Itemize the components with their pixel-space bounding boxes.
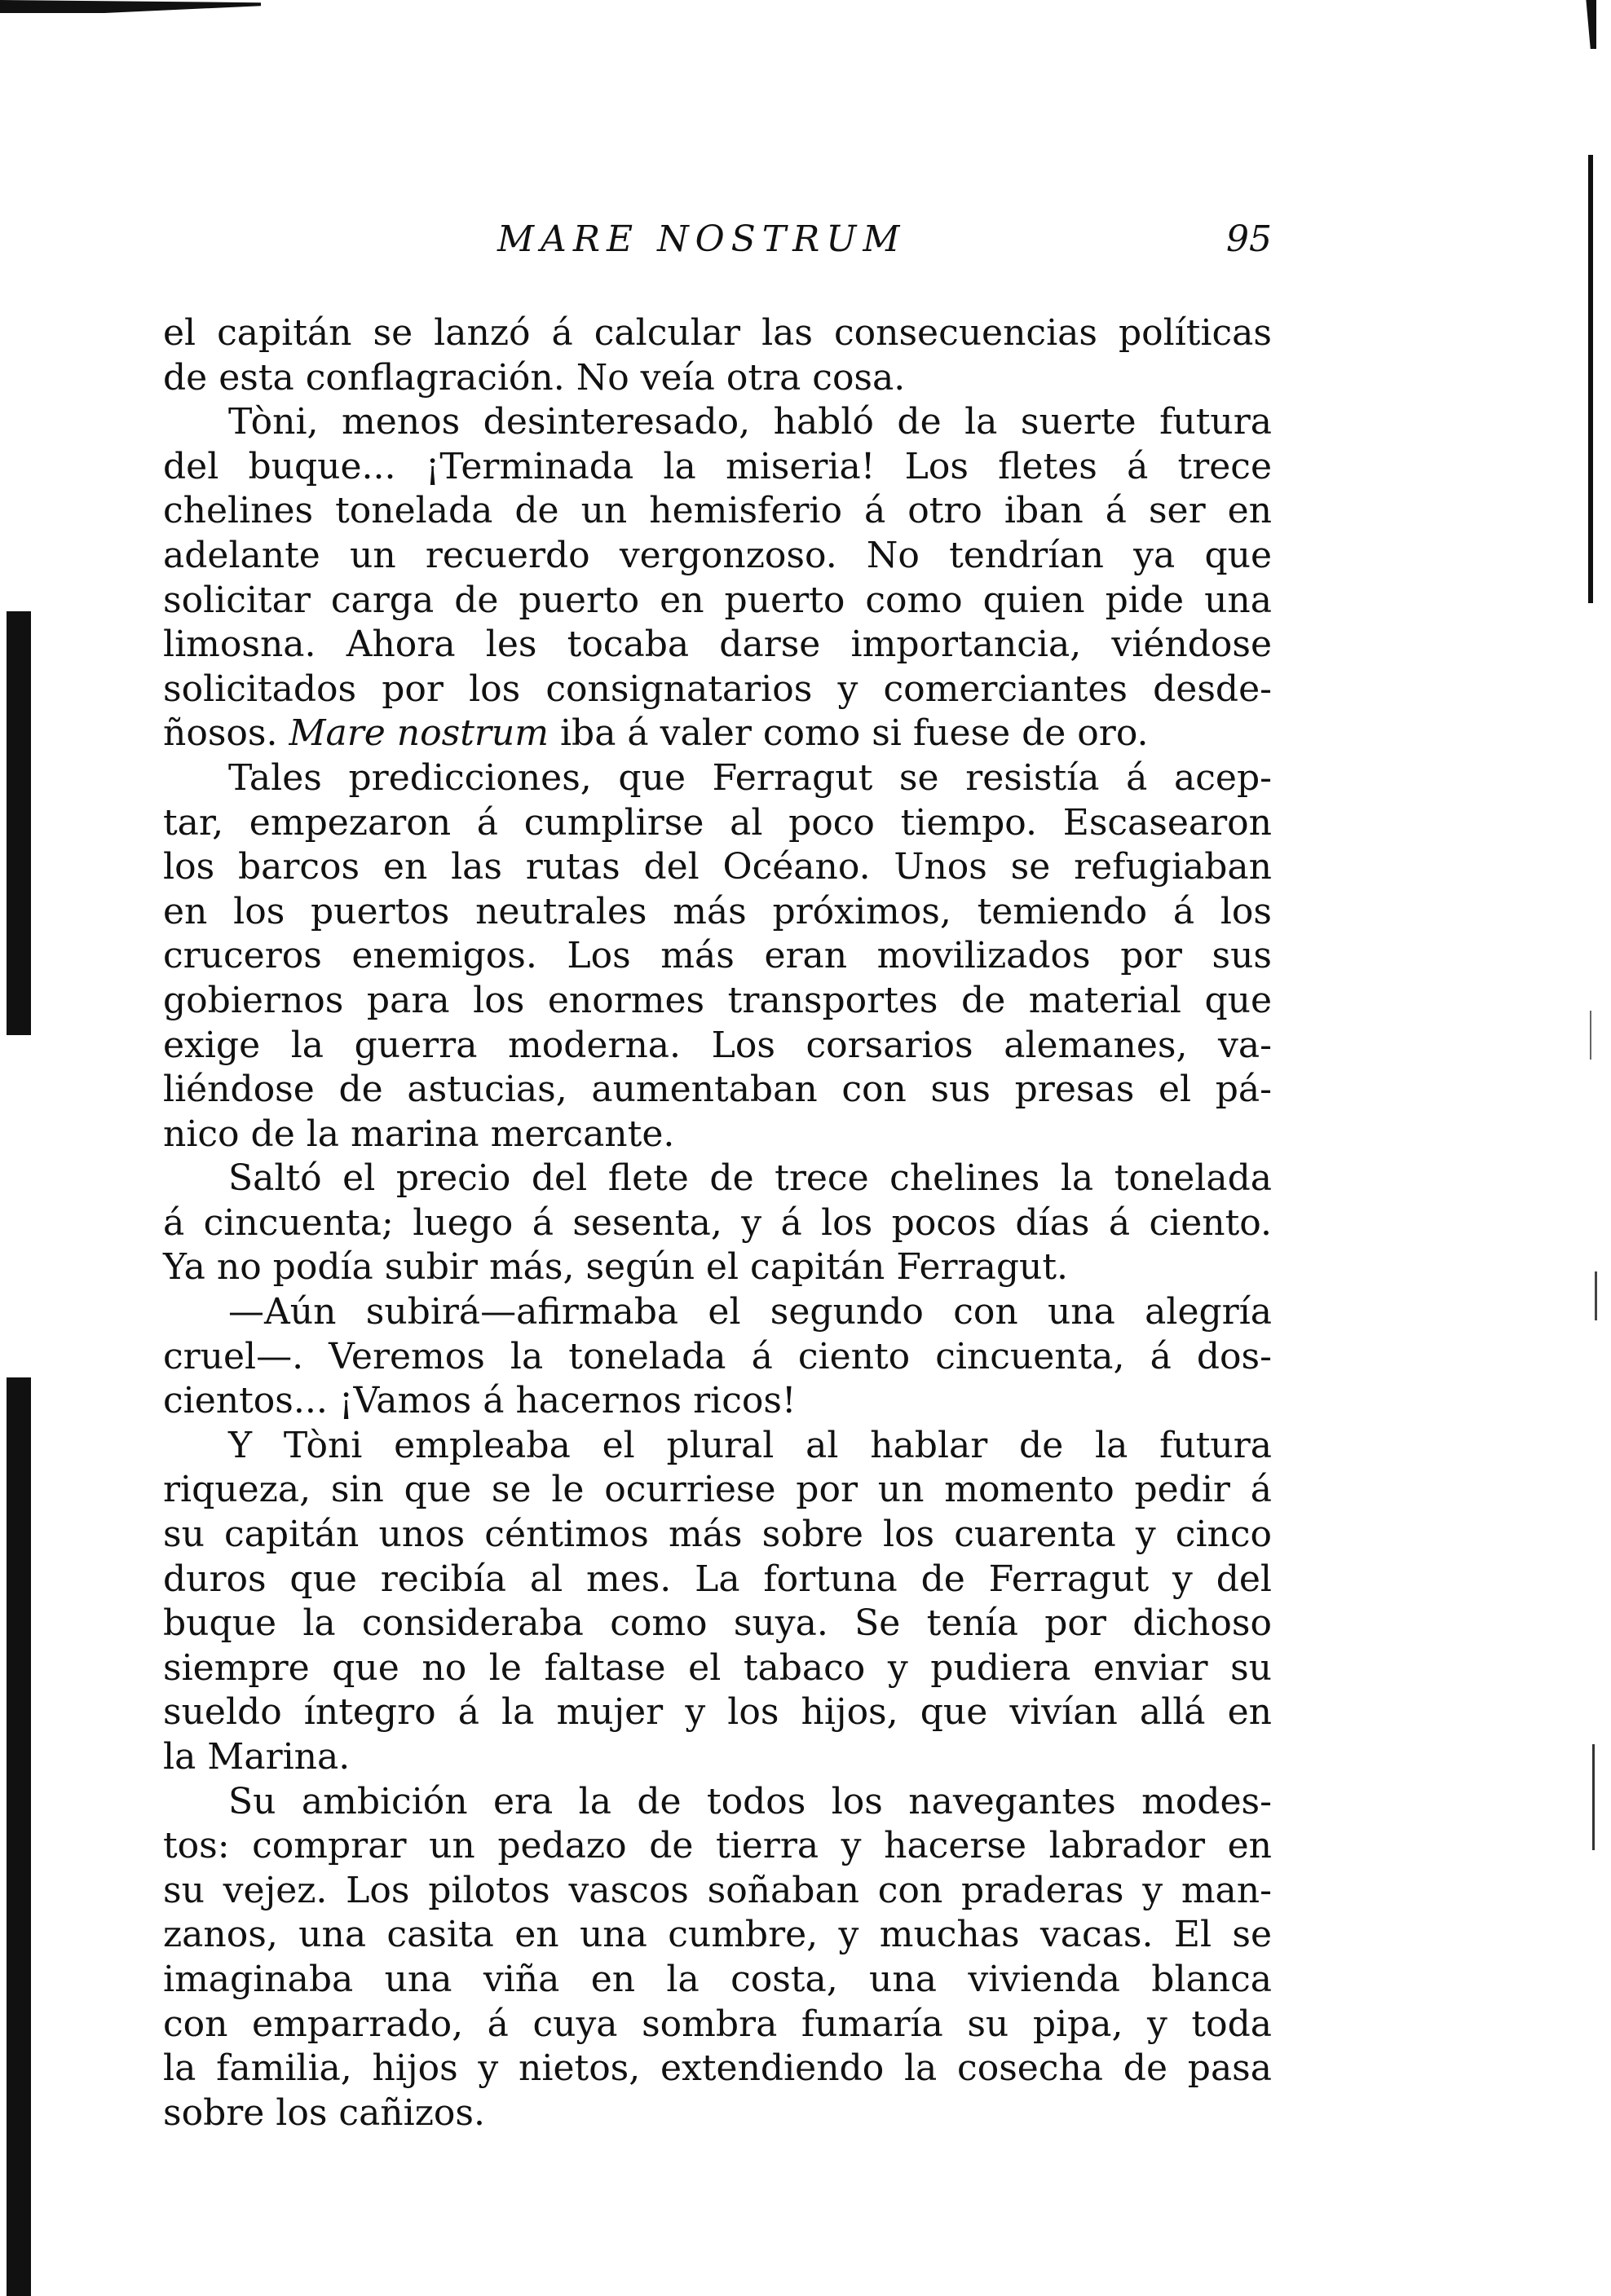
scan-edge-mark [1582,0,1596,49]
text-line: la familia, hijos y nietos, extendiendo la cosecha de pasa [163,2047,1272,2090]
text-line: sueldo íntegro á la mujer y los hijos, que vivían allá en [163,1691,1272,1734]
text-line: zanos, una casita en una cumbre, y muchas vacas. El se [163,1914,1272,1956]
text-line: limosna. Ahora les tocaba darse importancia, viéndose [163,624,1272,666]
scan-margin-line [1590,1011,1591,1060]
italic-title: Mare nostrum [289,712,549,755]
text-line: solicitar carga de puerto en puerto como quien pide una [163,579,1272,621]
text-line: siempre que no le faltase el tabaco y pudiera enviar su [163,1646,1272,1689]
scan-margin-line [1595,1271,1597,1320]
text-segment: ñosos. [163,712,289,755]
scan-edge-mark [0,0,261,13]
text-line: los barcos en las rutas del Océano. Unos se refugiaban [163,846,1272,888]
body-text [163,311,1272,2135]
text-line: Tòni, menos desinteresado, habló de la suerte futura [228,401,1272,443]
scan-margin-bar [7,611,31,1035]
text-line: á cincuenta; luego á sesenta, y á los pocos días á ciento. [163,1201,1272,1244]
scan-margin-line [1592,1744,1595,1850]
text-line: solicitados por los consignatarios y comerciantes desde- [163,668,1272,710]
text-line: su capitán unos céntimos más sobre los cuarenta y cinco [163,1514,1272,1556]
text-line: Ya no podía subir más, según el capitán Ferragut. [163,1246,1068,1289]
text-line: nico de la marina mercante. [163,1113,675,1155]
text-line: imaginaba una viña en la costa, una vivienda blanca [163,1958,1272,2000]
running-title: MARE NOSTRUM [497,218,907,260]
text-line: riqueza, sin que se le ocurriese por un momento pedir á [163,1469,1272,1511]
running-head [163,218,1272,267]
text-line: el capitán se lanzó á calcular las consecuencias políticas [163,312,1272,354]
scan-margin-line [1588,155,1593,603]
text-line: exige la guerra moderna. Los corsarios alemanes, va- [163,1024,1272,1066]
text-line: cientos... ¡Vamos á hacernos ricos! [163,1380,797,1422]
text-line: con emparrado, á cuya sombra fumaría su pipa, y toda [163,2003,1272,2045]
text-line: liéndose de astucias, aumentaban con sus presas el pá- [163,1069,1272,1111]
text-line: chelines tonelada de un hemisferio á otro iban á ser en [163,490,1272,532]
text-line: buque la consideraba como suya. Se tenía por dichoso [163,1602,1272,1645]
text-line: Su ambición era la de todos los navegantes modes- [228,1780,1272,1822]
text-line: su vejez. Los pilotos vascos soñaban con praderas y man- [163,1869,1272,1911]
text-line: en los puertos neutrales más próximos, temiendo á los [163,890,1272,932]
scan-margin-bar [7,1377,31,2296]
text-line: duros que recibía al mes. La fortuna de Ferragut y del [163,1558,1272,1600]
text-line: sobre los cañizos. [163,2091,485,2134]
text-line: adelante un recuerdo vergonzoso. No tendrían ya que [163,534,1272,576]
text-line: tos: comprar un pedazo de tierra y hacerse labrador en [163,1825,1272,1867]
text-line: de esta conflagración. No veía otra cosa. [163,356,906,399]
text-line: Tales predicciones, que Ferragut se resistía á acep- [228,756,1272,799]
page-number: 95 [1226,218,1272,260]
text-line: cruel—. Veremos la tonelada á ciento cincuenta, á dos- [163,1335,1272,1377]
text-line: tar, empezaron á cumplirse al poco tiempo. Escasearon [163,801,1272,844]
text-segment: iba á valer como si fuese de oro. [548,712,1149,755]
text-line: cruceros enemigos. Los más eran movilizados por sus [163,935,1272,977]
text-line: Saltó el precio del flete de trece chelines la tonelada [228,1157,1272,1200]
text-line: la Marina. [163,1736,351,1778]
text-line: —Aún subirá—afirmaba el segundo con una alegría [228,1291,1272,1333]
text-line: del buque... ¡Terminada la miseria! Los fletes á trece [163,445,1272,487]
text-line [163,712,1272,756]
text-line: gobiernos para los enormes transportes de material que [163,979,1272,1021]
text-line: Y Tòni empleaba el plural al hablar de la futura [228,1424,1272,1466]
